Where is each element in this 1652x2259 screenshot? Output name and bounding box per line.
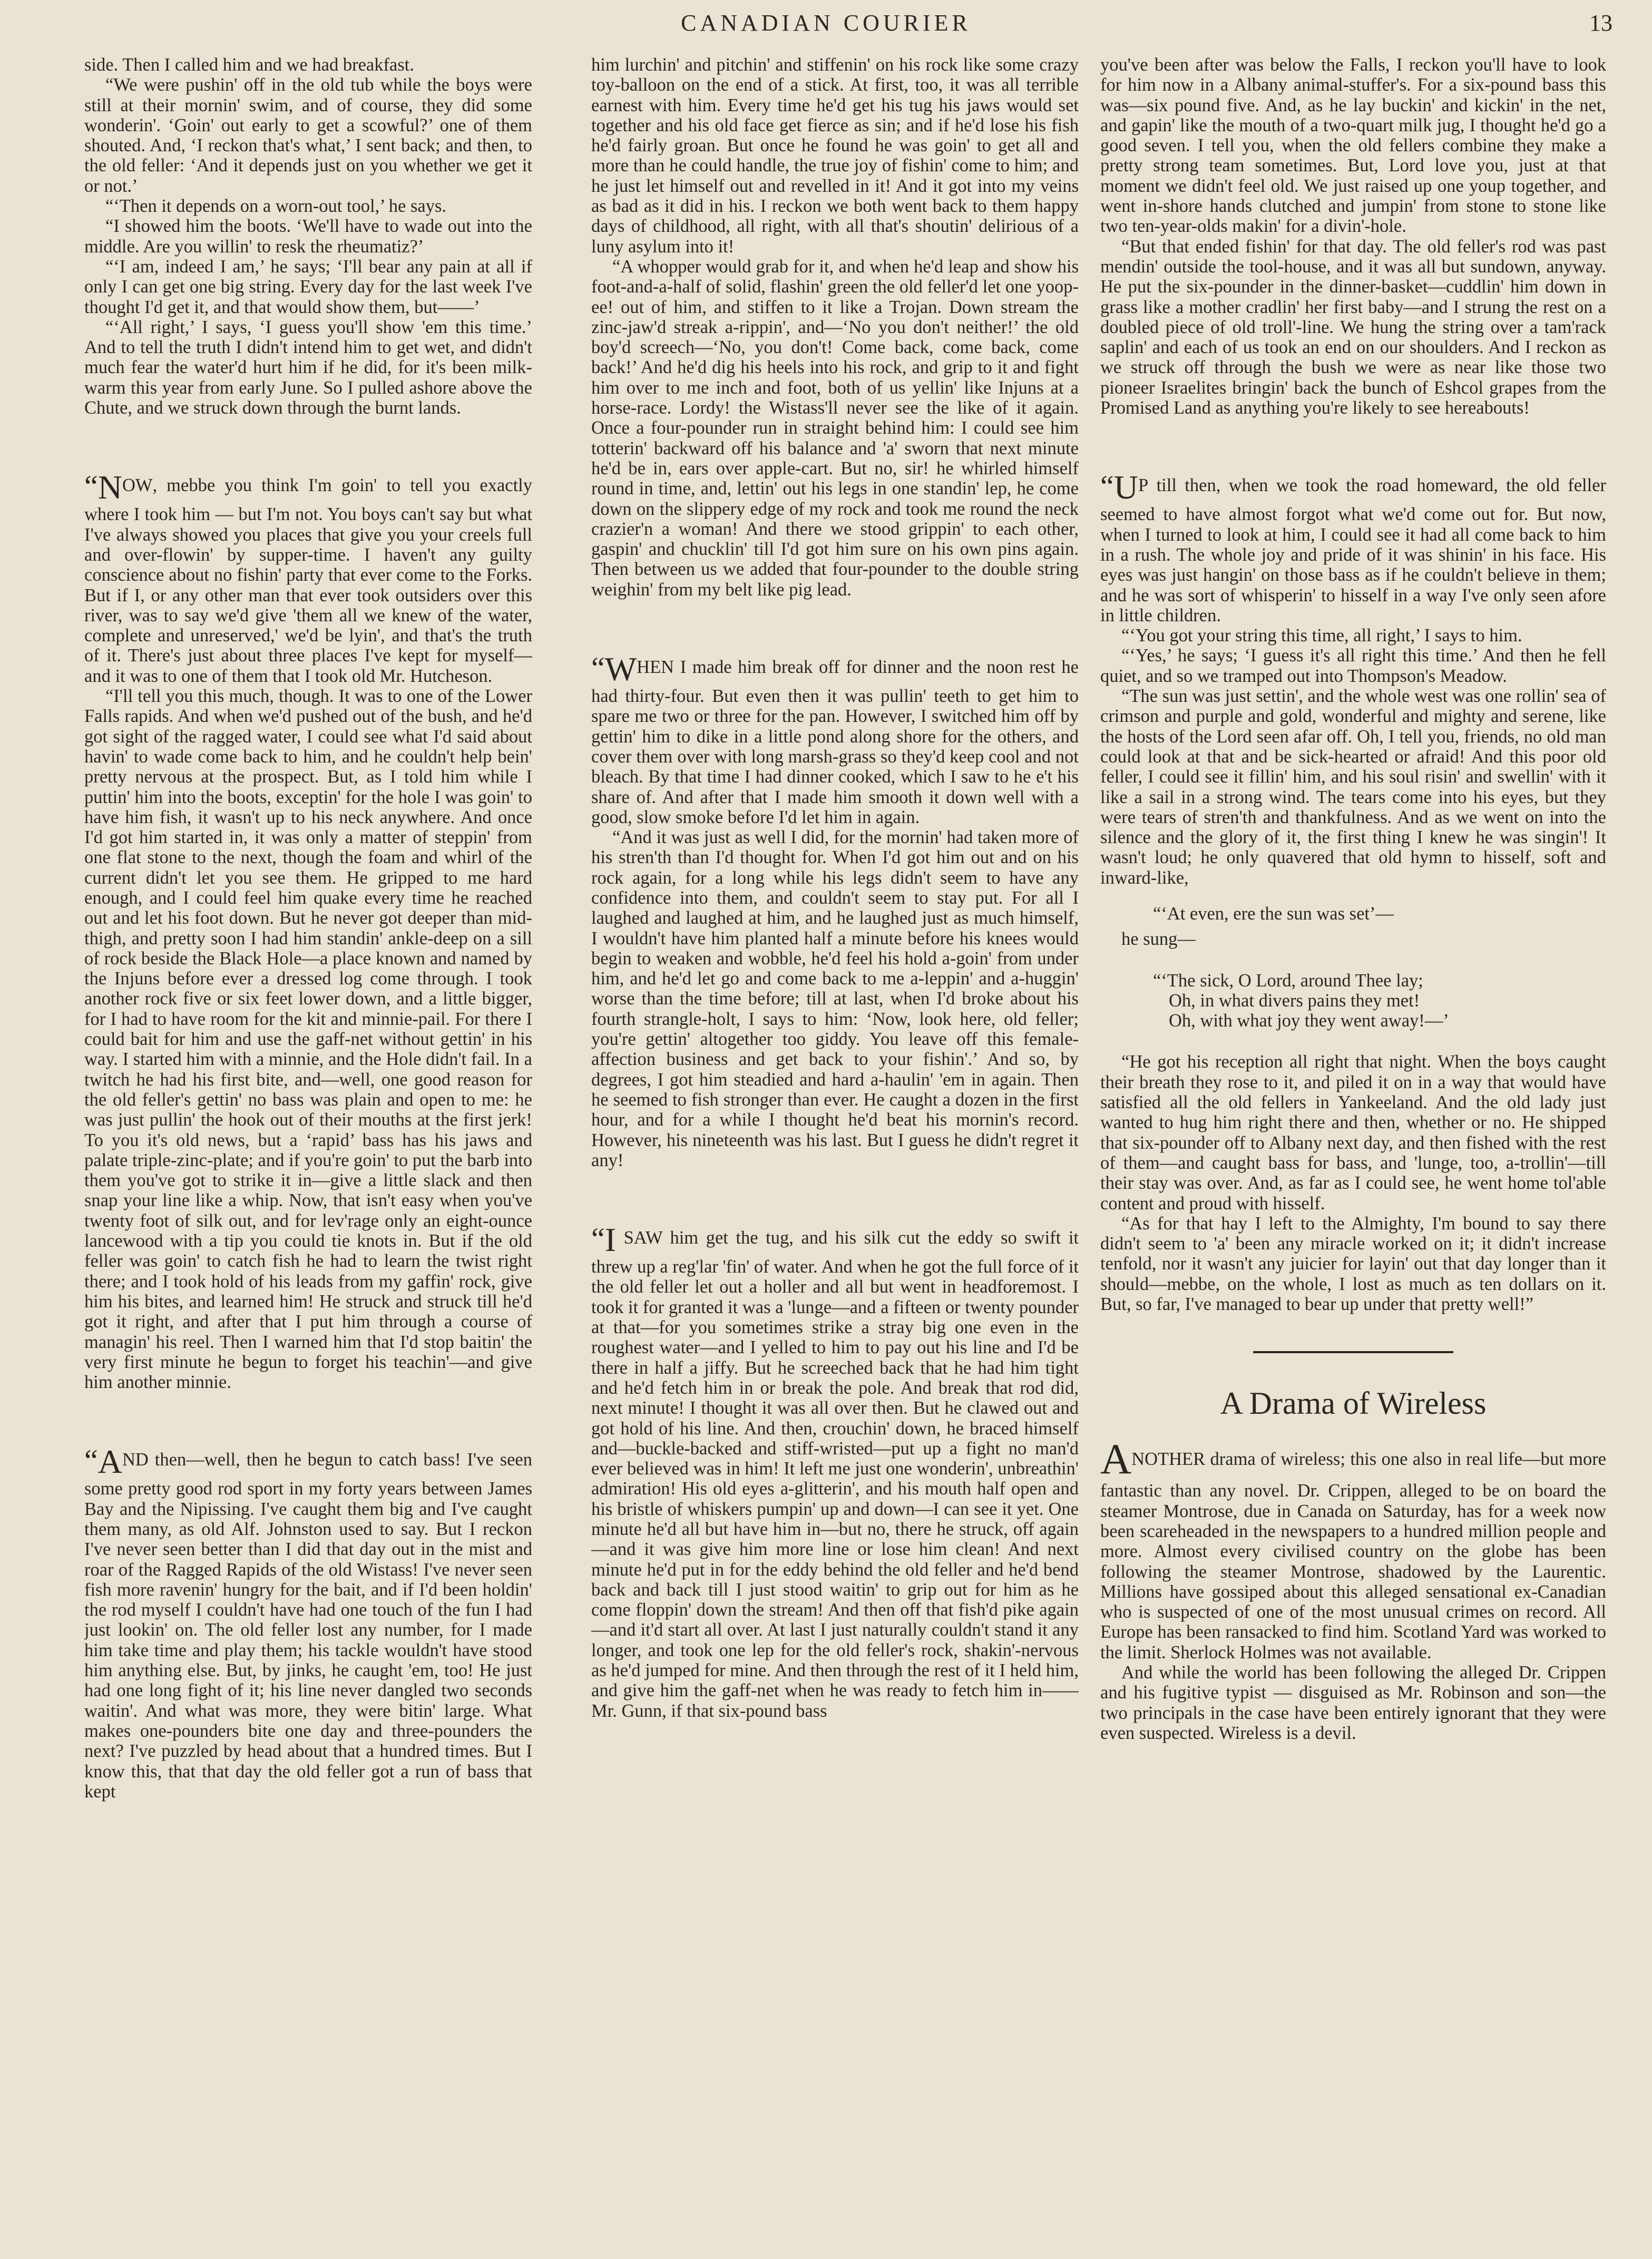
verse-line: Oh, in what divers pains they met! (1169, 990, 1420, 1011)
section-text: till then, when we took the road homeward, the old feller seemed to have almost forgot what we'd come out for. But now, when I turned to look at him, I could see it had all come back to him in a rush. The whole joy and pride of it was shinin' in his face. His eyes was just hangin' on those bass as if he couldn't believe in them; and he was sort of whisperin' to hisself in a way I've only seen afore in little children. (1100, 475, 1606, 625)
publication-title: CANADIAN COURIER (681, 10, 971, 36)
section-paragraph (84, 468, 532, 686)
small-caps-word: NOTHER (1131, 1449, 1206, 1470)
section-text: then—well, then he begun to catch bass! I've seen some pretty good rod sport in my forty years between James Bay and the Nipissing. I've caught them big and I've caught them many, as old Alf. Johnston used to say. But I reckon I've never seen better than I did that day out in the mist and roar of the Ragged Rapids of the old Wistass! I've never seen fish more ravenin' hungry for the bait, and if I'd been holdin' the rod myself I couldn't have had one touch of the fun I had just lookin' on. The old feller lost any number, for I made him take time and play them; his tackle wouldn't have stood him anything else. But, by jinks, he caught 'em, too! He just had one long fight of it; his line never dangled two seconds waitin'. And what was more, they were bitin' large. What makes one-pounders bite one day and three-pounders the next? I've puzzled by head about that a hundred times. But I know this, that that day the old feller got a run of bass that kept (84, 1450, 532, 1802)
section-paragraph (591, 1223, 1079, 1721)
section-paragraph (84, 1445, 532, 1802)
section-open-quote: “ (84, 469, 98, 504)
small-caps-word: P (1138, 475, 1149, 496)
paragraph (1100, 1437, 1606, 1663)
section-paragraph (1100, 468, 1606, 625)
page-number: 13 (1589, 10, 1612, 36)
article-headline: A Drama of Wireless (1220, 1386, 1487, 1421)
section-text: SAW him get the tug, and his silk cut the eddy so swift it threw up a reg'lar 'fin' of water. And when he got the full force of it the old feller let out a holler and all but went in headforemost. I took it for granted it was a 'lunge—and a fifteen or twenty pounder at that—for you sometimes strike a stray big one even in the roughest water—and I yelled to him to pay out his line and I'd be there in half a jiffy. But he screeched back that he had him tight and he'd fetch him in or break the pole. And break that rod did, next minute! I thought it was all over then. But he clawed out and got hold of his line. And then, crouchin' down, he braced himself and—buckle-backed and stiff-wristed—put up a fight no man'd ever believed was in him! It left me just one wonderin', unbreathin' admiration! His old eyes a-glitterin', and his mouth half open and his bristle of whiskers pumpin' up and down—I can see it yet. One minute he'd all but have him in—but no, there he struck, off again—and it was give him more line or lose him clean! And next minute he'd put in for the eddy behind the old feller and he'd bend back and back till I just stood waitin' to grip out for him as he come floppin' down the stream! And then off that fish'd pike again—and it'd start all over. At last I just naturally couldn't stand it any longer, and took one lep for the old feller's rock, shakin'-nervous as he'd jumped for mine. And then through the rest of it I held him, and give him the gaff-net when he was ready to fetch him in—— Mr. Gunn, if that six-pound bass (591, 1228, 1079, 1721)
paragraph: “We were pushin' off in the old tub while the boys were still at their mornin' swim, and of course, they did some wonderin'. ‘Goin' out early to get a scowful?’ one of them shouted. And, ‘I reckon that's what,’ I sent back; and then, to the old feller: ‘And it depends just on you whether we get it or not.’ (84, 75, 532, 196)
paragraph: “As for that hay I left to the Almighty, I'm bound to say there didn't seem to 'a' been any miracle worked on it; it didn't increase tenfold, nor it wasn't any juicier for layin' out that day longer than it should—mebbe, on the whole, I lost as much as ten dollars on it. But, so far, I've managed to bear up under that pretty well!” (1100, 1213, 1606, 1315)
small-caps-word: HEN (637, 657, 675, 678)
hymn-verse (1153, 971, 1606, 1031)
paragraph: And while the world has been following the alleged Dr. Crippen and his fugitive typist — disguised as Mr. Robinson and son—the two principals in the case have been entirely ignorant that they were even suspected. Wireless is a devil. (1100, 1663, 1606, 1743)
section-text: I made him break off for dinner and the noon rest he had thirty-four. But even then it was pullin' teeth to get him to spare me two or three for the pan. However, I switched him off by gettin' him to dike in a little pond along shore for the others, and cover them over with long marsh-grass so they'd keep cool and not bleach. By that time I had dinner cooked, which I saw to he e't his share of. And after that I made him smooth it down well with a good, slow smoke before I'd let him in again. (591, 657, 1079, 827)
column-3 (1100, 55, 1606, 2242)
section-paragraph (591, 652, 1079, 827)
drop-cap: I (604, 1221, 617, 1259)
section-open-quote: “ (591, 651, 605, 686)
paragraph: “‘You got your string this time, all right,’ I says to him. (1121, 625, 1522, 646)
drop-cap: U (1113, 468, 1138, 506)
section-text: , mebbe you think I'm goin' to tell you exactly where I took him — but I'm not. You boys can't say but what I've always showed you places that give you your creels full and over-flowin' by supper-time. I haven't any guilty conscience about no fishin' party that ever come to the Forks. But if I, or any other man that ever took outsiders over this river, was to say we'd give 'them all we knew of the water, complete and unreserved,' we'd be lyin', and that's the truth of it. There's just about three places I've kept for myself—and it was to one of them that I took old Mr. Hutcheson. (84, 475, 532, 686)
paragraph: side. Then I called him and we had breakfast. (84, 55, 414, 75)
paragraph: “But that ended fishin' for that day. The old feller's rod was past mendin' outside the tool-house, and it was all but sundown, anyway. He put the six-pounder in the dinner-basket—cuddlin' him down in grass like a mother cradlin' her first baby—and I strung the rest on a doubled piece of old troll'-line. We hung the string over a tam'rack saplin' and each of us took an end on our shoulders. And I reckon as we struck off through the bush we were as near like those two pioneer Israelites bringin' back the bunch of Eshcol grapes from the Promised Land as anything you're likely to see hereabouts! (1100, 236, 1606, 418)
paragraph: “‘All right,’ I says, ‘I guess you'll show 'em this time.’ And to tell the truth I didn't intend him to get wet, and didn't much fear the water'd hurt him if he did, for it's been milk-warm this year from early June. So I pulled ashore above the Chute, and we struck down through the burnt lands. (84, 317, 532, 418)
drop-cap: A (97, 1443, 122, 1481)
paragraph: “I'll tell you this much, though. It was to one of the Lower Falls rapids. And when we'd pushed out of the bush, and he'd got sight of the ragged water, I could see what I'd said about havin' to wade come back to him, and he couldn't help bein' pretty nervous at the prospect. But, as I told him while I puttin' him into the boots, exceptin' for the hole I was goin' to have him fish, it wasn't up to his neck anywhere. And once I'd got him started in, it was only a matter of steppin' from one flat stone to the next, though the foam and whirl of the current didn't let you see them. He gripped to me hard enough, and I could feel him quake every time he reached out and let his foot down. But he never got deeper than mid-thigh, and pretty soon I had him standin' ankle-deep on a sill of rock beside the Black Hole—a place known and named by the Injuns before ever a dressed log come through. I took another rock five or six feet lower down, and a little bigger, for I had to have room for the kit and minnie-pail. For there I could bait for him and use the gaff-net without gettin' in his way. I started him with a minnie, and the Hole didn't fail. In a twitch he had his first bite, and—well, one good reason for the old feller's gettin' no bass was plain and open to me: he was just pullin' the hook out of their mouths at the first jerk! To you it's old news, but a ‘rapid’ bass has his jaws and palate triple-zinc-plate; and if you're goin' to put the barb into them you've got to strike it in—give a little slack and then snap your line like a whip. Now, that isn't easy when you've twenty foot of silk out, and for lev'rage only an eight-ounce lancewood with a tip you could tie knots in. But if the old feller was goin' to catch fish he had to learn the twist right there; and I took hold of his leads from my gaffin' rock, give him his bites, and learned him! He struck and struck till he'd got it right, and after that I put him through a course of managin' his reel. Then I warned him that I'd stop baitin' the very first minute he begun to forget his teachin'—and give him another minnie. (84, 686, 532, 1393)
column-1 (84, 55, 532, 2242)
paragraph: “And it was just as well I did, for the mornin' had taken more of his stren'th than I'd thought for. When I'd got him out and on his rock again, for a long while his legs didn't seem to have any confidence into them, and couldn't seem to stay put. For all I laughed and laughed at him, and he laughed just as much himself, I wouldn't have him planted half a minute before his knees would begin to weaken and wobble, he'd feel his hold a-goin' from under him, and he'd let go and come back to me a-leppin' and a-huggin' worse than the time before; till at last, when I'd broke about his fourth strangle-holt, I says to him: ‘Now, look here, old feller; you're gettin' altogether too giddy. You leave off this female-affection business and get back to your fishin'.’ And so, by degrees, I got him steadied and hard a-haulin' 'em in again. Then he seemed to fish stronger than ever. He caught a dozen in the first hour, and for a while I thought he'd beat his mornin's record. However, his nineteenth was his last. But I guess he didn't regret it any! (591, 827, 1079, 1170)
paragraph: “A whopper would grab for it, and when he'd leap and show his foot-and-a-half of solid, flashin' green the old feller'd let one yoop-ee! out of him, and stiffen to it like a Trojan. Down stream the zinc-jaw'd streak a-rippin', and—‘No you don't neither!’ the old boy'd screech—‘No, you don't! Come back, come back, come back!’ And he'd dig his heels into his rock, and grip to it and fight him over to me inch and foot, both of us yellin' like Injuns at a horse-race. Lordy! the Wistass'll never see the like of it again. Once a four-pounder run in straight behind him: I could see him totterin' backward off his balance and 'a' sworn that next minute he'd be in, ears over apple-cart. But no, sir! he whirled himself round in time, and, lettin' out his legs in one standin' lep, he come down on the slippery edge of my rock and took me round the neck crazier'n a woman! And there we stood grippin' to each other, gaspin' and chucklin' till I'd got him sure on his own pins again. Then between us we added that four-pounder to the double string weighin' from my belt like pig lead. (591, 256, 1079, 600)
paragraph: “‘Yes,’ he says; ‘I guess it's all right this time.’ And then he fell quiet, and so we tramped out into Thompson's Meadow. (1100, 646, 1606, 686)
column-2 (591, 55, 1079, 2242)
small-caps-word: OW (122, 475, 153, 496)
drop-cap: W (604, 650, 637, 688)
paragraph: he sung— (1121, 929, 1196, 950)
verse-line: “‘At even, ere the sun was set’— (1153, 903, 1394, 924)
paragraph: “‘I am, indeed I am,’ he says; ‘I'll bear any pain at all if only I can get one big string. Every day for the last week I've thought I'd get it, and that would show them, but——’ (84, 256, 532, 317)
paragraph: “‘Then it depends on a worn-out tool,’ he says. (105, 196, 447, 217)
paragraph: him lurchin' and pitchin' and stiffenin' on his rock like some crazy toy-balloon on the end of a stick. At first, too, it was all terrible earnest with him. Every time he'd get his tug his jaws would set together and his old face get fierce as sin; and if he'd lose his fish he'd fairly groan. But once he found he was goin' to get all and more than he could handle, the true joy of fishin' come to him; and he just let himself out and revelled in it! And it got into my veins as bad as it did in his. I reckon we both went back to them happy days of childhood, all right, with all that's shoutin' delirious of a luny asylum into it! (591, 55, 1079, 257)
section-open-quote: “ (1100, 469, 1114, 504)
drop-cap: N (97, 468, 122, 506)
paragraph: “The sun was just settin', and the whole west was one rollin' sea of crimson and purple and gold, wonderful and mighty and serene, like the hosts of the Lord seen afar off. Oh, I tell you, friends, no old man could look at that and be sick-hearted or afraid! And this poor old feller, I could see it fillin' him, and his soul risin' and swellin' with it like a sail in a strong wind. The tears come into his eyes, but they were tears of stren'th and thankfulness. And as we went on into the silence and the glory of it, the first thing I knew he was singin'! It wasn't loud; he only quavered that old hymn to hisself, soft and inward-like, (1100, 686, 1606, 888)
verse-line: “‘The sick, O Lord, around Thee lay; (1153, 970, 1423, 991)
paragraph-text: drama of wireless; this one also in real life—but more fantastic than any novel. Dr. Crippen, alleged to be on board the steamer Montrose, due in Canada on Saturday, has for a week now been scareheaded in the newspapers to a hundred million people and more. Almost every civilised country on the globe has been following the steamer Montrose, shadowed by the Laurentic. Millions have gossiped about this alleged sensational ex-Canadian who is suspected of one of the most unusual crimes on record. All Europe has been ransacked to find him. Scotland Yard was worked to the limit. Sherlock Holmes was not available. (1100, 1449, 1606, 1663)
paragraph: “I showed him the boots. ‘We'll have to wade out into the middle. Are you willin' to resk the rheumatiz?’ (84, 216, 532, 257)
verse-line: Oh, with what joy they went away!—’ (1169, 1011, 1449, 1031)
section-open-quote: “ (84, 1443, 98, 1478)
page-header (0, 9, 1652, 46)
drop-cap: A (1100, 1435, 1132, 1483)
small-caps-word: ND (122, 1450, 149, 1470)
paragraph: you've been after was below the Falls, I reckon you'll have to look for him now in a Albany animal-stuffer's. For a six-pound bass this was—six pound five. And, as he lay buckin' and kickin' in the net, and gapin' like the mouth of a two-quart milk jug, I thought he'd go a good seven. I tell you, when the old fellers combine they make a pretty strong team sometimes. But, Lord love you, just at that moment we didn't feel old. We just raised up one youp together, and went in-shore hands clutched and jumpin' from stone to stone like two ten-year-olds makin' for a divin'-hole. (1100, 55, 1606, 237)
section-divider (1253, 1351, 1453, 1353)
paragraph: “He got his reception all right that night. When the boys caught their breath they rose to it, and piled it on in a way that would have satisfied all the old fellers in Yankeeland. And the old lady just wanted to hug him right there and then, whether or no. He shipped that six-pounder off to Albany next day, and then fished with the rest of them—and caught bass for bass, and 'lunge, too, a-trollin'—till their stay was over. And, as far as I could see, he went home tol'able content and proud with hisself. (1100, 1052, 1606, 1214)
section-open-quote: “ (591, 1221, 605, 1256)
